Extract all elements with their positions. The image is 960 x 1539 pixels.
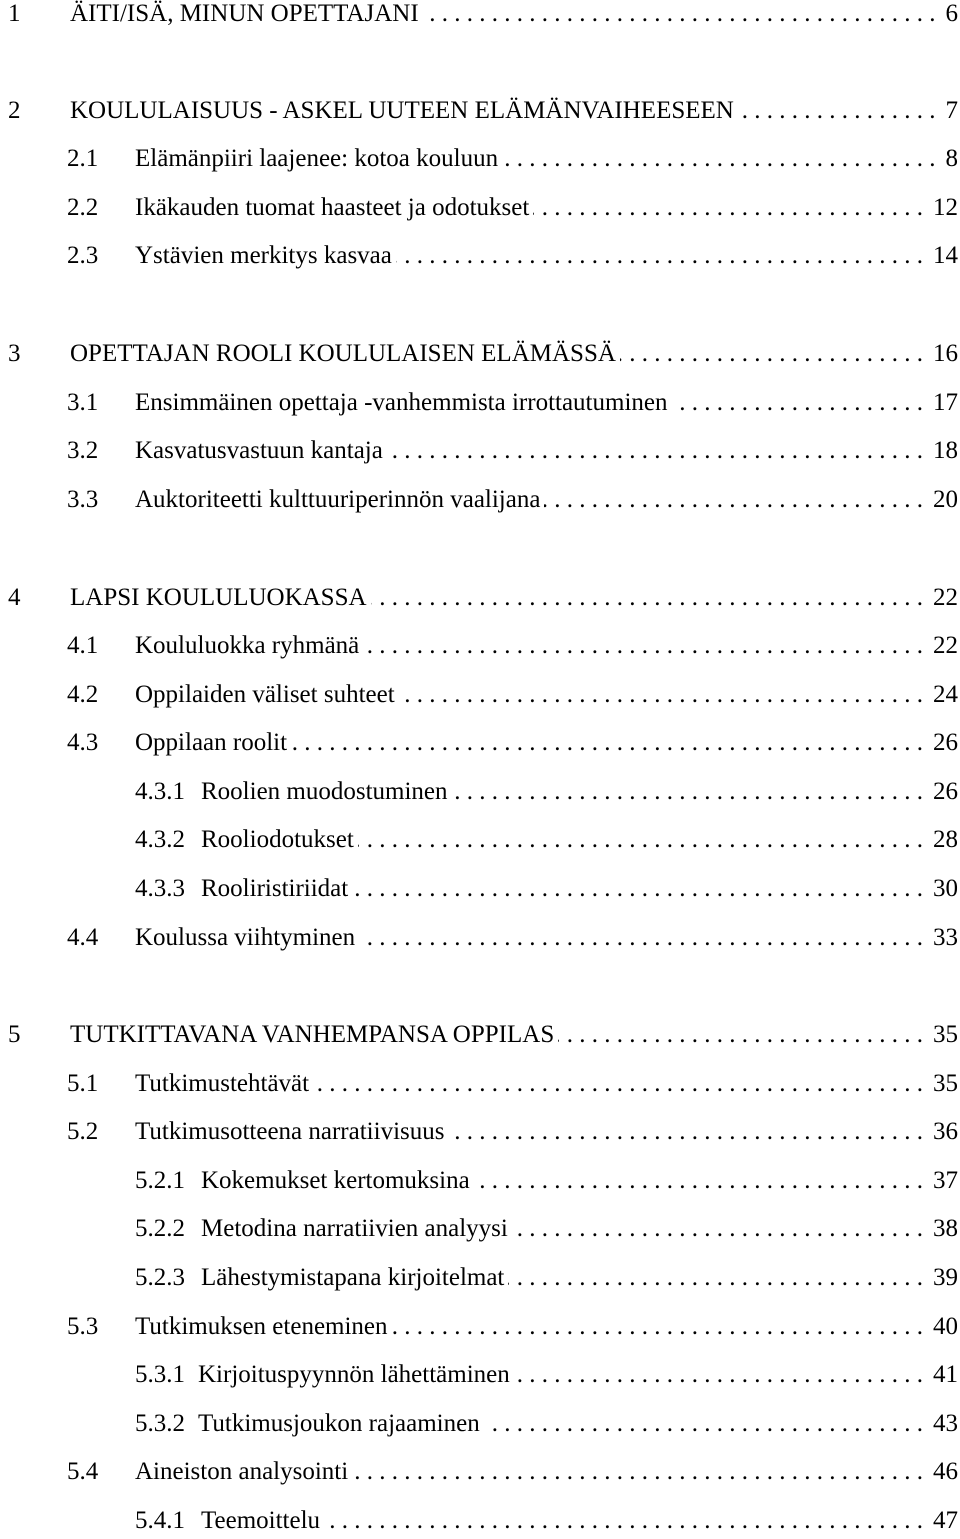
entry-title: Tutkimusjoukon rajaaminen	[198, 1410, 480, 1437]
dot-leader	[423, 0, 936, 28]
entry-title: Oppilaiden väliset suhteet	[135, 681, 395, 708]
entry-number: 4.3.2	[135, 826, 185, 853]
toc-entry-5-4-1[interactable]	[0, 1507, 958, 1539]
entry-number: 5.3.2	[135, 1410, 185, 1437]
toc-entry-2[interactable]	[0, 97, 958, 129]
entry-number: 2	[8, 97, 21, 124]
entry-number: 5.2.3	[135, 1264, 185, 1291]
page-number: 38	[933, 1215, 958, 1242]
page-number: 20	[933, 486, 958, 513]
toc-entry-3-2[interactable]	[0, 437, 958, 469]
dot-leader	[620, 340, 923, 368]
page-number: 40	[933, 1313, 958, 1340]
page-number: 16	[933, 340, 958, 367]
entry-number: 4.2	[67, 681, 99, 708]
page-number: 46	[933, 1458, 958, 1485]
toc-entry-5-3-2[interactable]	[0, 1410, 958, 1442]
page-number: 7	[945, 97, 958, 124]
toc-entry-5-3[interactable]	[0, 1313, 958, 1345]
toc-entry-3-3[interactable]	[0, 486, 958, 518]
entry-number: 3.2	[67, 437, 99, 464]
dot-leader	[502, 145, 935, 173]
page-number: 12	[933, 194, 958, 221]
page-number: 14	[933, 242, 958, 269]
toc-entry-5-3-1[interactable]	[0, 1361, 958, 1393]
page-number: 18	[933, 437, 958, 464]
toc-entry-1[interactable]	[0, 0, 958, 32]
page-number: 33	[933, 924, 958, 951]
toc-entry-5-2-2[interactable]	[0, 1215, 958, 1247]
toc-entry-4-2[interactable]	[0, 681, 958, 713]
entry-title: Aineiston analysointi	[135, 1458, 349, 1485]
dot-leader	[396, 242, 923, 270]
dot-leader	[324, 1507, 923, 1535]
entry-title: Roolien muodostuminen	[201, 778, 448, 805]
page-number: 8	[945, 145, 958, 172]
page-number: 28	[933, 826, 958, 853]
entry-number: 4	[8, 584, 21, 611]
page-number: 36	[933, 1118, 958, 1145]
toc-entry-5-4[interactable]	[0, 1458, 958, 1490]
dot-leader	[399, 681, 923, 709]
entry-number: 5	[8, 1021, 21, 1048]
dot-leader	[508, 1264, 923, 1292]
page-number: 26	[933, 729, 958, 756]
toc-entry-4-3-3[interactable]	[0, 875, 958, 907]
dot-leader	[474, 1167, 923, 1195]
toc-entry-2-3[interactable]	[0, 242, 958, 274]
toc-entry-2-2[interactable]	[0, 194, 958, 226]
entry-title: LAPSI KOULULUOKASSA	[70, 584, 367, 611]
entry-number: 2.2	[67, 194, 99, 221]
entry-number: 5.1	[67, 1070, 99, 1097]
entry-title: Teemoittelu	[201, 1507, 321, 1534]
page-number: 22	[933, 632, 958, 659]
toc-entry-4-4[interactable]	[0, 924, 958, 956]
entry-number: 3.3	[67, 486, 99, 513]
dot-leader	[514, 1361, 923, 1389]
page-number: 41	[933, 1361, 958, 1388]
dot-leader	[371, 584, 923, 612]
entry-number: 5.2	[67, 1118, 99, 1145]
page-number: 39	[933, 1264, 958, 1291]
toc-entry-4[interactable]	[0, 584, 958, 616]
dot-leader	[392, 1313, 923, 1341]
entry-number: 5.3.1	[135, 1361, 185, 1388]
entry-number: 5.2.1	[135, 1167, 185, 1194]
entry-title: Ystävien merkitys kasvaa	[135, 242, 392, 269]
dot-leader	[352, 875, 923, 903]
entry-title: Rooliristiriidat	[201, 875, 349, 902]
entry-number: 5.4	[67, 1458, 99, 1485]
entry-title: Kirjoituspyynnön lähettäminen	[198, 1361, 510, 1388]
page-number: 37	[933, 1167, 958, 1194]
toc-entry-5-2-1[interactable]	[0, 1167, 958, 1199]
toc-entry-5-2-3[interactable]	[0, 1264, 958, 1296]
entry-number: 5.2.2	[135, 1215, 185, 1242]
page-number: 17	[933, 389, 958, 416]
entry-number: 2.3	[67, 242, 99, 269]
page-number: 24	[933, 681, 958, 708]
entry-number: 4.3.3	[135, 875, 185, 902]
dot-leader	[558, 1021, 923, 1049]
toc-entry-4-3-2[interactable]	[0, 826, 958, 858]
toc-entry-5-2[interactable]	[0, 1118, 958, 1150]
entry-title: Metodina narratiivien analyysi	[201, 1215, 508, 1242]
toc-entry-5[interactable]	[0, 1021, 958, 1053]
page-number: 30	[933, 875, 958, 902]
entry-title: Oppilaan roolit	[135, 729, 288, 756]
entry-number: 5.4.1	[135, 1507, 185, 1534]
entry-number: 3	[8, 340, 21, 367]
toc-entry-4-3[interactable]	[0, 729, 958, 761]
page-number: 43	[933, 1410, 958, 1437]
dot-leader	[358, 826, 923, 854]
entry-title: Koulussa viihtyminen	[135, 924, 356, 951]
toc-entry-2-1[interactable]	[0, 145, 958, 177]
entry-title: Rooliodotukset	[201, 826, 354, 853]
toc-entry-3-1[interactable]	[0, 389, 958, 421]
page-number: 22	[933, 584, 958, 611]
dot-leader	[544, 486, 923, 514]
page-number: 6	[945, 0, 958, 27]
entry-title: Elämänpiiri laajenee: kotoa kouluun	[135, 145, 499, 172]
entry-title: Ensimmäinen opettaja -vanhemmista irrottautuminen	[135, 389, 668, 416]
entry-number: 4.4	[67, 924, 99, 951]
page-number: 47	[933, 1507, 958, 1534]
toc-entry-4-3-1[interactable]	[0, 778, 958, 810]
page-number: 26	[933, 778, 958, 805]
dot-leader	[672, 389, 924, 417]
dot-leader	[352, 1458, 923, 1486]
dot-leader	[387, 437, 923, 465]
entry-number: 3.1	[67, 389, 99, 416]
entry-title: TUTKITTAVANA VANHEMPANSA OPPILAS	[70, 1021, 555, 1048]
dot-leader	[738, 97, 936, 125]
entry-title: Tutkimustehtävät	[135, 1070, 310, 1097]
dot-leader	[533, 194, 923, 222]
dot-leader	[512, 1215, 923, 1243]
entry-title: Tutkimuksen eteneminen	[135, 1313, 388, 1340]
toc-entry-3[interactable]	[0, 340, 958, 372]
entry-number: 4.3.1	[135, 778, 185, 805]
toc-entry-4-1[interactable]	[0, 632, 958, 664]
dot-leader	[452, 778, 923, 806]
entry-number: 2.1	[67, 145, 99, 172]
entry-title: Kasvatusvastuun kantaja	[135, 437, 383, 464]
toc-entry-5-1[interactable]	[0, 1070, 958, 1102]
entry-title: Auktoriteetti kulttuuriperinnön vaalijana	[135, 486, 541, 513]
entry-title: KOULULAISUUS - ASKEL UUTEEN ELÄMÄNVAIHEESEEN	[70, 97, 734, 124]
entry-number: 1	[8, 0, 21, 27]
dot-leader	[291, 729, 923, 757]
entry-title: Koululuokka ryhmänä	[135, 632, 360, 659]
dot-leader	[363, 632, 923, 660]
dot-leader	[448, 1118, 923, 1146]
page-number: 35	[933, 1021, 958, 1048]
entry-title: Kokemukset kertomuksina	[201, 1167, 470, 1194]
entry-number: 5.3	[67, 1313, 99, 1340]
entry-number: 4.3	[67, 729, 99, 756]
dot-leader	[313, 1070, 923, 1098]
entry-number: 4.1	[67, 632, 99, 659]
dot-leader	[484, 1410, 923, 1438]
page-number: 35	[933, 1070, 958, 1097]
entry-title: OPETTAJAN ROOLI KOULULAISEN ELÄMÄSSÄ	[70, 340, 616, 367]
entry-title: Ikäkauden tuomat haasteet ja odotukset	[135, 194, 530, 221]
dot-leader	[359, 924, 923, 952]
entry-title: ÄITI/ISÄ, MINUN OPETTAJANI	[70, 0, 419, 27]
entry-title: Tutkimusotteena narratiivisuus	[135, 1118, 445, 1145]
entry-title: Lähestymistapana kirjoitelmat	[201, 1264, 505, 1291]
